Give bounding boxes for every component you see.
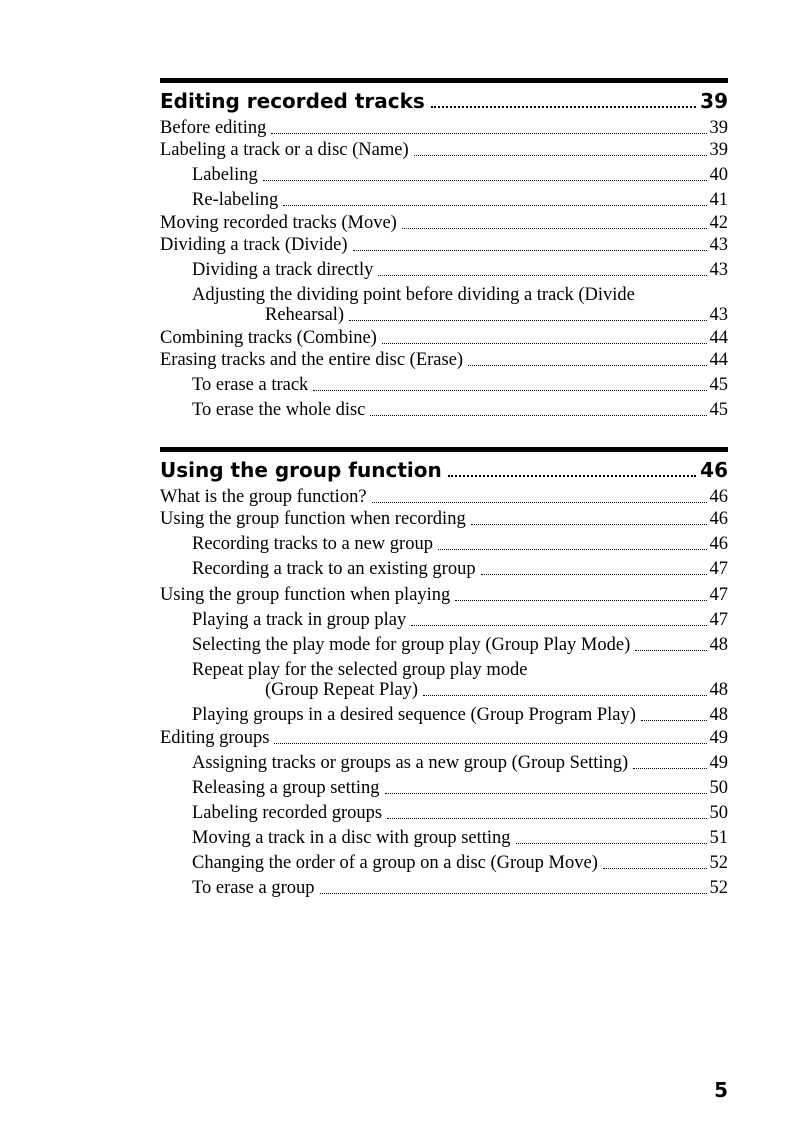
section-heading — [160, 85, 728, 113]
toc-subentry: Moving a track in a disc with group setting 51 — [192, 827, 728, 848]
toc-subentry: Recording tracks to a new group 46 — [192, 534, 728, 554]
section-rule — [160, 78, 728, 83]
toc-entry: Combining tracks (Combine) 44 — [160, 327, 728, 348]
toc-entry: Dividing a track (Divide) 43 — [160, 235, 728, 255]
page-number: 5 — [714, 1078, 728, 1102]
section-page: 39 — [700, 89, 728, 113]
toc-entry: What is the group function? 46 — [160, 486, 728, 507]
toc-subentry: Labeling recorded groups 50 — [192, 802, 728, 823]
toc-entries — [160, 115, 728, 420]
section-title: Editing recorded tracks — [160, 89, 425, 113]
toc-entries — [160, 484, 728, 898]
section-title: Using the group function — [160, 458, 442, 482]
toc-subentry: Assigning tracks or groups as a new group (Group Setting) 49 — [192, 752, 728, 773]
toc-subentry: Changing the order of a group on a disc (Group Move) 52 — [192, 852, 728, 873]
dot-leader — [448, 475, 696, 477]
toc-entry: Editing groups 49 — [160, 727, 728, 748]
toc-entry: Erasing tracks and the entire disc (Erase) 44 — [160, 350, 728, 370]
toc-subentry: Re-labeling 41 — [192, 190, 728, 210]
toc-subentry: Playing groups in a desired sequence (Group Program Play) 48 — [192, 705, 728, 725]
toc-entry: Labeling a track or a disc (Name) 39 — [160, 140, 728, 160]
toc-subentry: Playing a track in group play 47 — [192, 610, 728, 630]
dot-leader — [431, 106, 696, 108]
toc-subentry-wrapped: Repeat play for the selected group play mode (Group Repeat Play) 48 — [192, 660, 728, 700]
toc-section-editing — [160, 78, 728, 420]
toc-entry: Moving recorded tracks (Move) 42 — [160, 212, 728, 233]
section-heading — [160, 454, 728, 482]
toc-subentry: Recording a track to an existing group 47 — [192, 559, 728, 579]
section-page: 46 — [700, 458, 728, 482]
toc-subentry: To erase a group 52 — [192, 877, 728, 898]
toc-section-group — [160, 447, 728, 898]
toc-subentry: Selecting the play mode for group play (Group Play Mode) 48 — [192, 635, 728, 655]
toc-entry: Using the group function when playing 47 — [160, 585, 728, 605]
toc-subentry: Dividing a track directly 43 — [192, 260, 728, 280]
section-rule — [160, 447, 728, 452]
toc-subentry-wrapped: Adjusting the dividing point before dividing a track (Divide Rehearsal) 43 — [192, 285, 728, 325]
toc-subentry: Releasing a group setting 50 — [192, 777, 728, 798]
toc-subentry: To erase a track 45 — [192, 375, 728, 395]
toc-entry: Before editing 39 — [160, 117, 728, 138]
toc-subentry: Labeling 40 — [192, 165, 728, 185]
toc-entry: Using the group function when recording 46 — [160, 509, 728, 529]
toc-subentry: To erase the whole disc 45 — [192, 400, 728, 420]
